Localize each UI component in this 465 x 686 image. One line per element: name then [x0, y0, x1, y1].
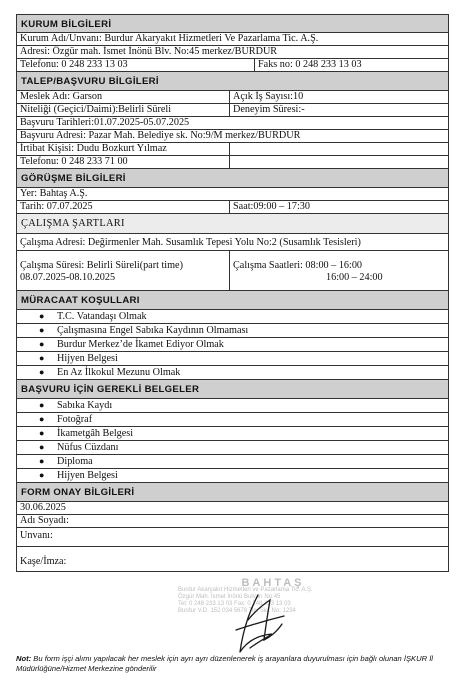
bullet-icon: ● [39, 442, 45, 452]
calisma-suresi-line2: 08.07.2025-08.10.2025 [20, 272, 116, 283]
list-item: ● Sabıka Kaydı [39, 400, 113, 411]
section-header-gorusme: GÖRÜŞME BİLGİLERİ [16, 169, 449, 188]
talep-telefon-empty [229, 156, 448, 168]
bullet-icon: ● [39, 400, 45, 410]
kurum-adres: Adresi: Özgür mah. İsmet İnönü Blv. No:45 merkez/BURDUR [16, 46, 449, 59]
talep-niteligi: Niteliği (Geçici/Daimi):Belirli Süreli [20, 104, 172, 115]
footer-note [16, 654, 456, 674]
kurum-faks: Faks no: 0 248 233 13 03 [254, 59, 448, 71]
bullet-icon: ● [39, 470, 45, 480]
list-item: ● En Az İlkokul Mezunu Olmak [17, 365, 448, 379]
talep-irtibat-row [16, 143, 449, 156]
gorusme-tarih: Tarih: 07.07.2025 [20, 201, 93, 212]
list-item: ● Hijyen Belgesi [17, 351, 448, 365]
muracaat-list-wrap [16, 310, 449, 380]
onay-kase: Kaşe/İmza: [16, 547, 449, 572]
kurum-telefon-faks-row [16, 59, 449, 72]
calisma-adres: Çalışma Adresi: Değirmenler Mah. Susamlık Tepesi Yolu No:2 (Susamlık Tesisleri) [16, 234, 449, 251]
bullet-icon: ● [39, 339, 45, 349]
calisma-saatleri-line2: 16:00 – 24:00 [326, 272, 383, 283]
list-item: ● Nüfus Cüzdanı [17, 440, 448, 454]
bullet-icon: ● [39, 367, 45, 377]
muracaat-list [17, 310, 448, 379]
talep-deneyim: Deneyim Süresi:- [229, 104, 448, 116]
onay-tarih: 30.06.2025 [16, 502, 449, 515]
talep-nitelik-row [16, 104, 449, 117]
gorusme-yer: Yer: Bahtaş A.Ş. [16, 188, 449, 201]
onay-adi-soyadi: Adı Soyadı: [16, 515, 449, 528]
section-header-calisma: ÇALIŞMA ŞARTLARI [16, 214, 449, 234]
talep-irtibat: İrtibat Kişisi: Dudu Bozkurt Yılmaz [20, 143, 167, 154]
talep-telefon-row [16, 156, 449, 169]
bullet-icon: ● [39, 414, 45, 424]
section-header-kurum: KURUM BİLGİLERİ [16, 14, 449, 33]
section-header-talep: TALEP/BAŞVURU BİLGİLERİ [16, 72, 449, 91]
stamp-line: Burdur Akaryakıt Hizmetleri ve Pazarlama Tic. A.Ş. [178, 587, 313, 593]
talep-telefon: Telefonu: 0 248 233 71 00 [20, 156, 128, 167]
talep-tarihleri: Başvuru Tarihleri:01.07.2025-05.07.2025 [16, 117, 449, 130]
gorusme-saat: Saat:09:00 – 17:30 [229, 201, 448, 213]
belgeler-list-wrap [16, 399, 449, 483]
stamp-line: Tel: 0 248 233 13 03 Fax: 0 248 233 13 03 [178, 601, 291, 607]
kurum-telefon: Telefonu: 0 248 233 13 03 [20, 59, 128, 70]
belgeler-list [17, 399, 448, 482]
onay-unvani: Unvanı: [16, 528, 449, 547]
list-item: ● Hijyen Belgesi [17, 468, 448, 482]
talep-meslek: Meslek Adı: Garson [20, 91, 103, 102]
signature-icon [228, 590, 288, 660]
talep-meslek-row [16, 91, 449, 104]
list-item: ● Fotoğraf [17, 412, 448, 426]
section-header-muracaat: MÜRACAAT KOŞULLARI [16, 291, 449, 310]
stamp-line: Özgür Mah. İsmet İnönü Bulvarı No:45 [178, 594, 281, 600]
stamp-name: BAHTAŞ [241, 577, 305, 589]
talep-acik-is: Açık İş Sayısı:10 [229, 91, 448, 103]
talep-adresi: Başvuru Adresi: Pazar Mah. Belediye sk. No:9/M merkez/BURDUR [16, 130, 449, 143]
talep-irtibat-empty [229, 143, 448, 155]
note-text: Bu form işçi alımı yapılacak her meslek için ayrı ayrı düzenlenerek iş arayanlara duyurulması için bağlı olunan İŞKUR İl Müdürlüğüne/Hizmet Merkezine gönderilir [16, 654, 433, 673]
section-header-onay: FORM ONAY BİLGİLERİ [16, 483, 449, 502]
calisma-saatleri-line1: Çalışma Saatleri: 08:00 – 16:00 [233, 260, 363, 271]
list-item: ● Burdur Merkez’de İkamet Ediyor Olmak [17, 337, 448, 351]
list-item: ● İkametgâh Belgesi [17, 426, 448, 440]
list-item: ● T.C. Vatandaşı Olmak [39, 311, 147, 322]
section-header-belgeler: BAŞVURU İÇİN GEREKLİ BELGELER [16, 380, 449, 399]
list-item: ● Diploma [17, 454, 448, 468]
bullet-icon: ● [39, 311, 45, 321]
list-item: ● Çalışmasına Engel Sabıka Kaydının Olmaması [17, 323, 448, 337]
bullet-icon: ● [39, 428, 45, 438]
note-label: Not: [16, 654, 32, 663]
stamp-line: Burdur V.D. 152 034 5678 Tic. Sic. No: 1234 [178, 608, 296, 614]
bullet-icon: ● [39, 456, 45, 466]
kurum-adi: Kurum Adı/Unvanı: Burdur Akaryakıt Hizmetleri Ve Pazarlama Tic. A.Ş. [16, 33, 449, 46]
bullet-icon: ● [39, 325, 45, 335]
calisma-suresi-line1: Çalışma Süresi: Belirli Süreli(part time) [20, 260, 183, 271]
bullet-icon: ● [39, 353, 45, 363]
calisma-sure-saat-row [16, 251, 449, 291]
form-document [16, 14, 449, 572]
calisma-saatleri [229, 251, 448, 290]
calisma-suresi [17, 251, 229, 290]
gorusme-tarih-saat-row [16, 201, 449, 214]
